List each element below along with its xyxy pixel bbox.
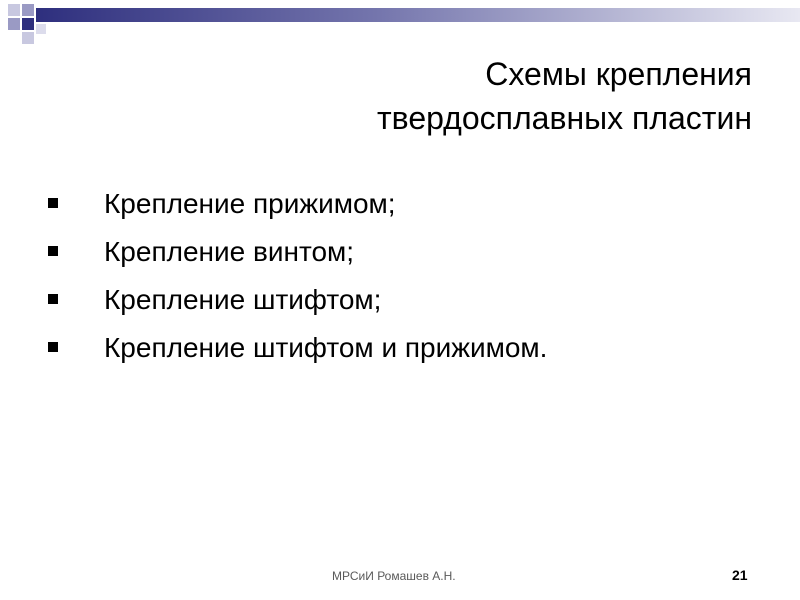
- decor-square-5: [22, 32, 34, 44]
- decor-square-2: [22, 4, 34, 16]
- decor-square-3: [8, 18, 20, 30]
- bullet-text: Крепление прижимом;: [104, 188, 396, 219]
- slide-title-line-1: Схемы крепления: [485, 56, 752, 92]
- header-decoration: [0, 0, 800, 48]
- header-gradient-band: [36, 8, 800, 22]
- square-bullet-icon: [48, 198, 58, 208]
- decor-square-6: [36, 24, 46, 34]
- square-bullet-icon: [48, 246, 58, 256]
- square-bullet-icon: [48, 294, 58, 304]
- slide-title-line-2: твердосплавных пластин: [377, 100, 752, 136]
- bullet-text: Крепление штифтом и прижимом.: [104, 332, 548, 363]
- page-number: 21: [732, 567, 748, 583]
- slide-title: [152, 52, 752, 140]
- square-bullet-icon: [48, 342, 58, 352]
- footer-author: МРСиИ Ромашев А.Н.: [332, 569, 456, 583]
- decor-square-4: [22, 18, 34, 30]
- bullet-text: Крепление винтом;: [104, 236, 355, 267]
- bullet-text: Крепление штифтом;: [104, 284, 382, 315]
- decor-square-1: [8, 4, 20, 16]
